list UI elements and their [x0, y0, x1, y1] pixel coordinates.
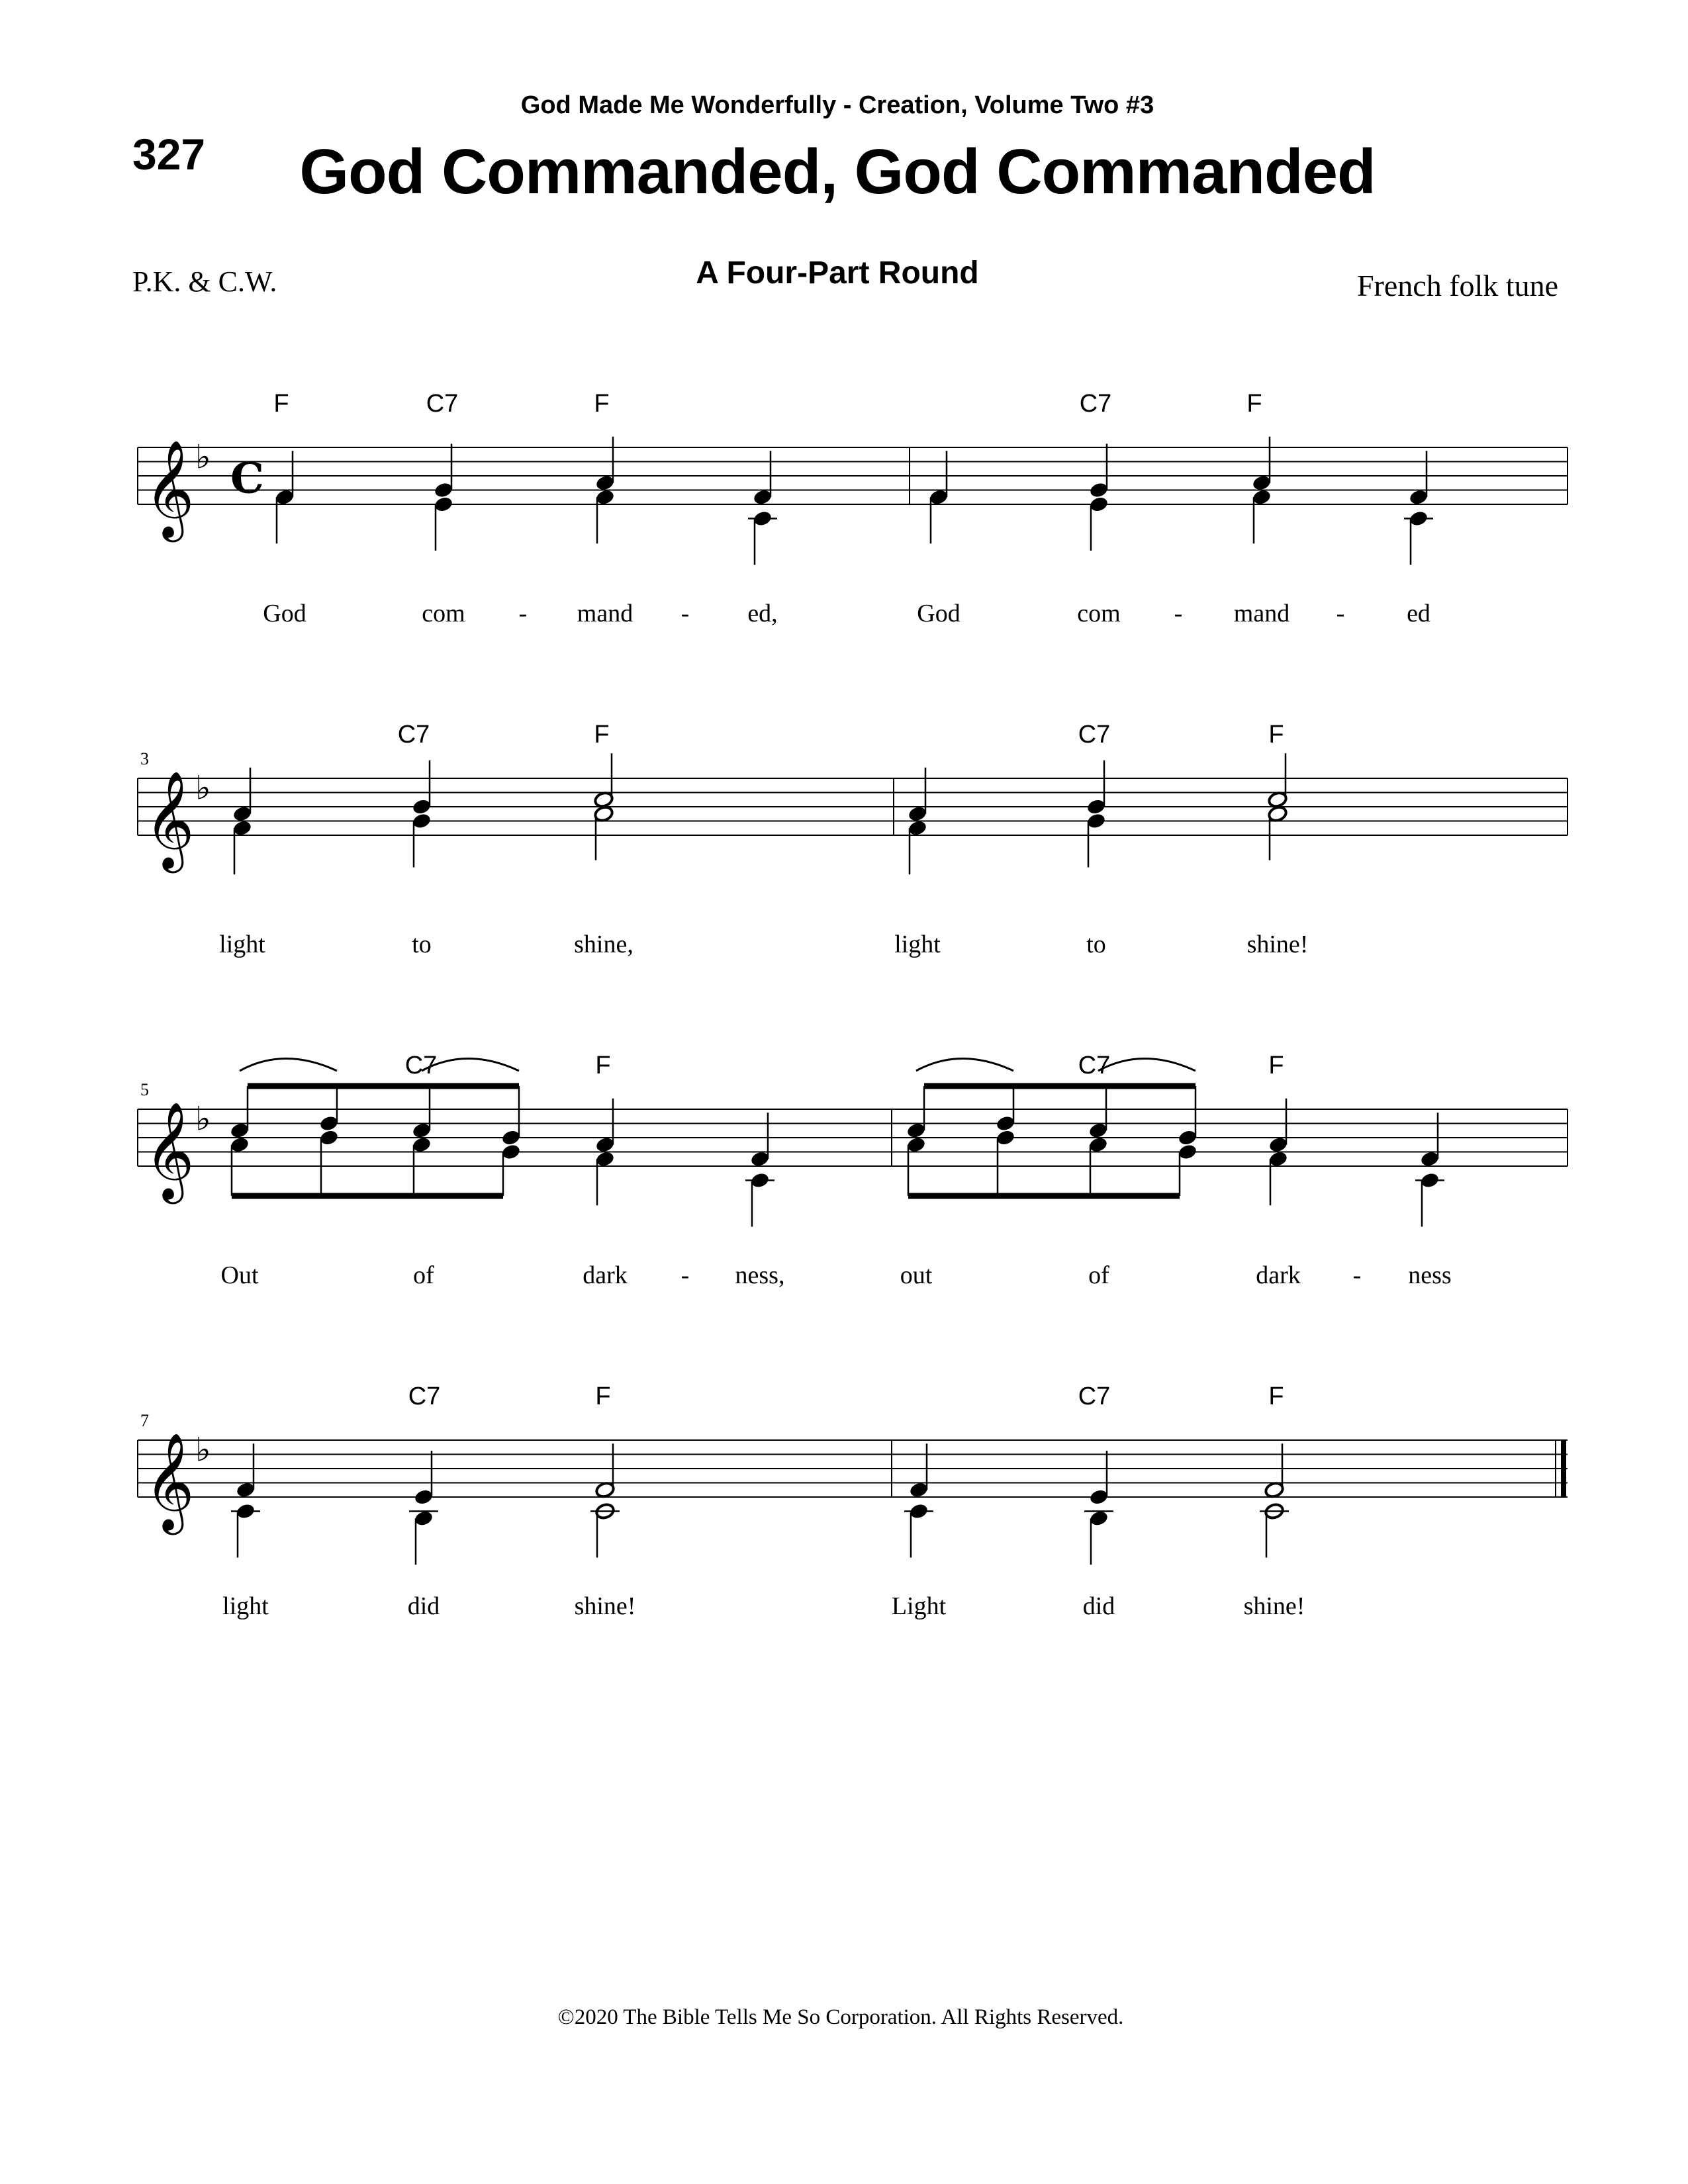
lyric-syllable: Out — [220, 1261, 259, 1289]
chord-symbol: F — [273, 390, 289, 418]
lyric-syllable: shine! — [1246, 931, 1309, 958]
lyric-syllable: did — [1082, 1592, 1115, 1620]
lyric-syllable: light — [219, 931, 265, 958]
time-signature: C — [230, 453, 264, 504]
measure-number: 7 — [140, 1411, 149, 1430]
lyric-syllable: God — [263, 600, 306, 627]
lyric-hyphen: - — [680, 600, 690, 627]
lyric-syllable: dark — [583, 1261, 628, 1289]
treble-clef: 𝄞 — [144, 1101, 195, 1200]
lyric-syllable: to — [412, 931, 432, 958]
chord-symbol: F — [1268, 1383, 1284, 1410]
lyric-syllable: ness, — [735, 1261, 785, 1289]
lyric-syllable: com — [1077, 600, 1121, 627]
chord-symbol: C7 — [1078, 721, 1111, 749]
song-title: God Commanded, God Commanded — [299, 136, 1376, 207]
chord-symbol: F — [595, 1383, 611, 1410]
lyric-syllable: ed, — [747, 600, 778, 627]
lyric-syllable: shine, — [574, 931, 633, 958]
lyricist-credit: P.K. & C.W. — [132, 265, 277, 298]
lyric-hyphen: - — [1352, 1261, 1362, 1289]
lyric-syllable: ed — [1407, 600, 1430, 627]
song-number: 327 — [132, 130, 206, 179]
measure-number: 5 — [140, 1080, 149, 1099]
lyric-syllable: shine! — [1243, 1592, 1305, 1620]
lyric-hyphen: - — [680, 1261, 690, 1289]
chord-symbol: F — [1268, 1052, 1284, 1079]
treble-clef: 𝄞 — [144, 770, 195, 869]
chord-symbol: C7 — [1079, 390, 1112, 418]
lyric-syllable: Light — [891, 1592, 947, 1620]
song-subtitle: A Four-Part Round — [696, 255, 979, 291]
chord-symbol: F — [1246, 390, 1262, 418]
staff-system — [138, 1431, 1568, 1565]
key-signature-flat: ♭ — [195, 1099, 211, 1138]
chord-symbol: F — [594, 721, 610, 749]
chord-symbol: C7 — [397, 721, 430, 749]
lyric-syllable: out — [900, 1261, 933, 1289]
chord-symbol: C7 — [426, 390, 459, 418]
lyric-syllable: dark — [1256, 1261, 1301, 1289]
lyric-syllable: of — [413, 1261, 434, 1289]
lyric-syllable: light — [222, 1592, 269, 1620]
chord-symbol: C7 — [1078, 1052, 1111, 1079]
key-signature-flat: ♭ — [195, 768, 211, 807]
chord-symbol: F — [595, 1052, 611, 1079]
treble-clef: 𝄞 — [144, 1432, 195, 1531]
key-signature-flat: ♭ — [195, 1430, 211, 1469]
chord-symbol: C7 — [408, 1383, 441, 1410]
chord-symbol: C7 — [404, 1052, 438, 1079]
staff-system — [138, 437, 1568, 565]
lyric-syllable: of — [1088, 1261, 1109, 1289]
chord-symbol: C7 — [1078, 1383, 1111, 1410]
lyric-hyphen: - — [1174, 600, 1183, 627]
lyric-syllable: mand — [577, 600, 633, 627]
treble-clef: 𝄞 — [144, 439, 195, 538]
chord-symbol: F — [1268, 721, 1284, 749]
composer-credit: French folk tune — [1356, 269, 1558, 302]
lyric-syllable: light — [894, 931, 941, 958]
lyric-syllable: ness — [1408, 1261, 1452, 1289]
measure-number: 3 — [140, 749, 149, 768]
lyric-hyphen: - — [518, 600, 528, 627]
lyric-hyphen: - — [1336, 600, 1345, 627]
lyric-syllable: did — [407, 1592, 440, 1620]
staff-system — [138, 753, 1568, 874]
key-signature-flat: ♭ — [195, 437, 211, 477]
copyright-notice: ©2020 The Bible Tells Me So Corporation. All Rights Reserved. — [557, 2005, 1124, 2029]
chord-symbol: F — [594, 390, 610, 418]
lyric-syllable: to — [1086, 931, 1106, 958]
lyric-syllable: God — [917, 600, 961, 627]
lyric-syllable: shine! — [574, 1592, 636, 1620]
lyric-syllable: com — [422, 600, 465, 627]
lyric-syllable: mand — [1233, 600, 1290, 627]
staff-system — [138, 1059, 1568, 1227]
songbook-series-title: God Made Me Wonderfully - Creation, Volume Two #3 — [520, 91, 1154, 119]
